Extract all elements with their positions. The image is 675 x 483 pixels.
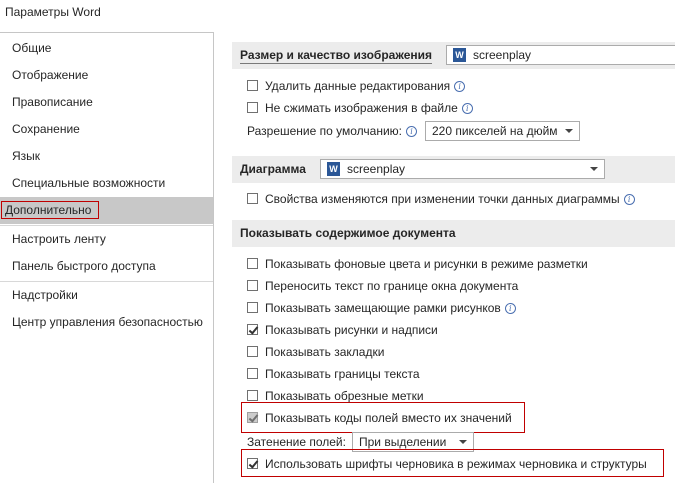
show-drawings-checkbox[interactable]: [247, 324, 258, 335]
option-label: Не сжимать изображения в файле: [265, 101, 458, 115]
advanced-options-panel: [214, 32, 675, 482]
window-title: Параметры Word: [5, 5, 101, 19]
resolution-label: [247, 121, 417, 141]
chart-document-select[interactable]: [320, 159, 605, 179]
sidebar-item-customize-ribbon[interactable]: [0, 226, 213, 253]
option-label: Показывать фоновые цвета и рисунки в режиме разметки: [265, 257, 588, 271]
sidebar-item-label: Дополнительно: [3, 203, 97, 217]
option-label: Показывать замещающие рамки рисунков: [265, 301, 501, 315]
sidebar-item-proofing[interactable]: [0, 89, 213, 116]
chart-properties-checkbox[interactable]: [247, 193, 258, 204]
info-icon: i: [406, 126, 417, 137]
sidebar-item-label: Общие: [12, 41, 52, 55]
info-icon: i: [462, 103, 473, 114]
section-title: Показывать содержимое документа: [240, 226, 456, 240]
sidebar-item-label: Настроить ленту: [12, 232, 106, 246]
wrap-text-checkbox[interactable]: [247, 280, 258, 291]
sidebar-item-label: Панель быстрого доступа: [12, 259, 156, 273]
field-shading-label-text: Затенение полей:: [247, 435, 346, 449]
sidebar-item-save[interactable]: [0, 116, 213, 143]
discard-editing-checkbox[interactable]: [247, 80, 258, 91]
field-shading-value: При выделении: [359, 435, 447, 449]
option-label: Использовать шрифты черновика в режимах черновика и структуры: [265, 457, 647, 471]
chevron-down-icon: [590, 167, 598, 171]
chevron-down-icon: [565, 129, 573, 133]
crop-marks-checkbox[interactable]: [247, 390, 258, 401]
chevron-down-icon: [459, 440, 467, 444]
sidebar-item-label: Центр управления безопасностью: [12, 315, 203, 329]
text-boundaries-checkbox[interactable]: [247, 368, 258, 379]
sidebar-item-label: Сохранение: [12, 122, 80, 136]
option-label: Показывать границы текста: [265, 367, 420, 381]
sidebar-item-display[interactable]: [0, 62, 213, 89]
option-label: Показывать коды полей вместо их значений: [265, 411, 512, 425]
option-label: Показывать рисунки и надписи: [265, 323, 438, 337]
draft-font-checkbox[interactable]: [247, 458, 258, 469]
image-document-select[interactable]: [446, 45, 675, 65]
sidebar-item-advanced[interactable]: [0, 197, 213, 224]
sidebar-item-general[interactable]: [0, 35, 213, 62]
no-compress-checkbox[interactable]: [247, 102, 258, 113]
word-document-icon: W: [453, 48, 466, 62]
sidebar-item-label: Специальные возможности: [12, 176, 166, 190]
info-icon: i: [624, 194, 635, 205]
show-content-section-header: [232, 220, 675, 247]
selected-document: screenplay: [473, 48, 532, 62]
show-background-checkbox[interactable]: [247, 258, 258, 269]
word-document-icon: W: [327, 162, 340, 176]
sidebar-item-label: Язык: [12, 149, 41, 163]
sidebar-item-quick-access[interactable]: [0, 253, 213, 280]
resolution-value: 220 пикселей на дюйм: [432, 124, 558, 138]
sidebar-item-addins[interactable]: [0, 282, 213, 309]
option-label: Показывать закладки: [265, 345, 385, 359]
option-label: Переносить текст по границе окна документа: [265, 279, 519, 293]
resolution-label-text: Разрешение по умолчанию:: [247, 124, 402, 138]
section-title: Размер и качество изображения: [240, 48, 432, 62]
option-label: Удалить данные редактирования: [265, 79, 451, 93]
show-bookmarks-checkbox[interactable]: [247, 346, 258, 357]
option-label: Свойства изменяются при изменении точки данных диаграммы: [265, 192, 620, 206]
field-codes-checkbox[interactable]: [247, 412, 258, 423]
info-icon: i: [505, 303, 516, 314]
sidebar-item-trust-center[interactable]: [0, 309, 213, 336]
section-title: Диаграмма: [240, 162, 306, 176]
option-label: Показывать обрезные метки: [265, 389, 424, 403]
resolution-select[interactable]: [425, 121, 580, 141]
sidebar-nav: [0, 32, 214, 483]
sidebar-item-label: Отображение: [12, 68, 89, 82]
sidebar-item-label: Надстройки: [12, 288, 78, 302]
sidebar-item-label: Правописание: [12, 95, 93, 109]
info-icon: i: [454, 81, 465, 92]
selected-document: screenplay: [347, 162, 406, 176]
picture-placeholders-checkbox[interactable]: [247, 302, 258, 313]
sidebar-item-accessibility[interactable]: [0, 170, 213, 197]
sidebar-item-language[interactable]: [0, 143, 213, 170]
